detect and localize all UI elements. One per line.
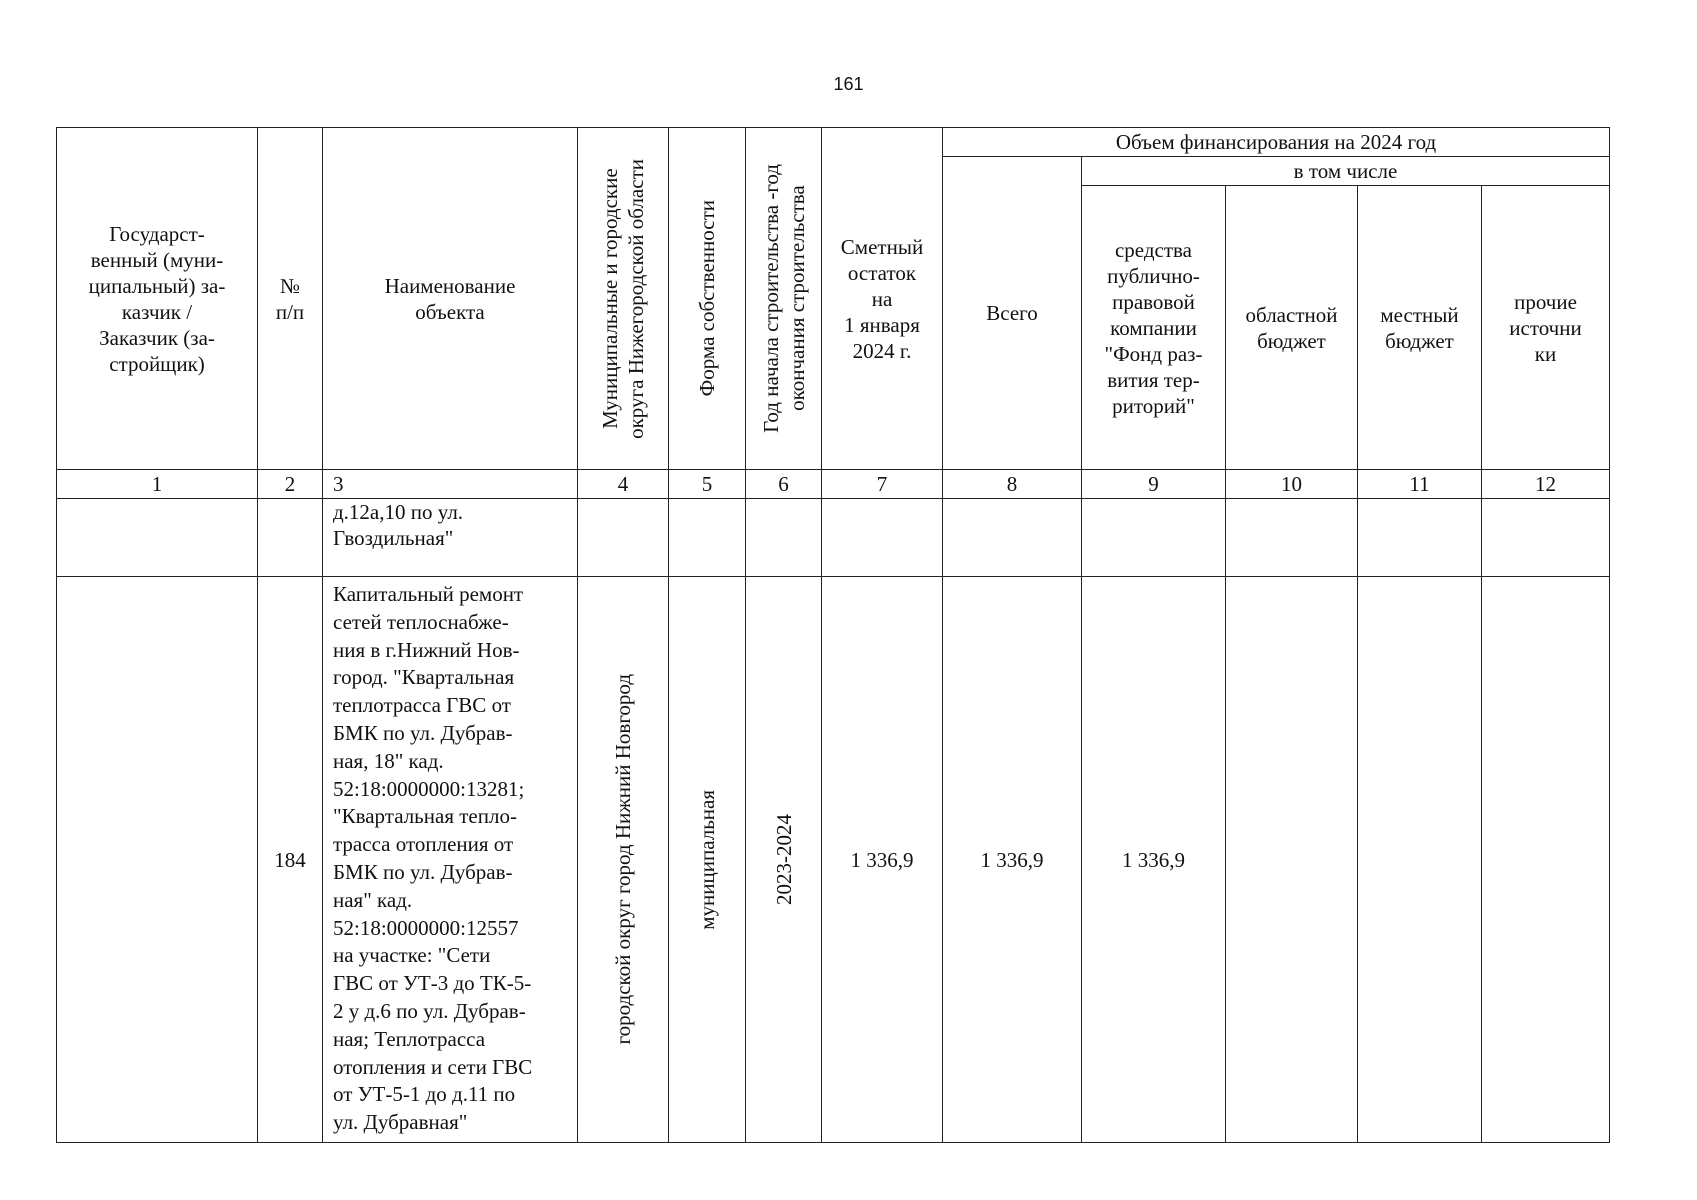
header-other: прочие источни ки [1482,186,1610,470]
header-ownership: Форма собственности [695,200,719,397]
header-regional: областной бюджет [1226,186,1358,470]
col-number-3: 3 [323,470,578,499]
row-local [1358,577,1482,1143]
row-other [1482,577,1610,1143]
header-including: в том числе [1082,157,1610,186]
row-regional [1226,499,1358,577]
col-number-12: 12 [1482,470,1610,499]
row-name: Капитальный ремонт сетей теплоснабже- ния в г.Нижний Нов- город. "Квартальная теплотрасса ГВС от БМК по ул. Дубрав- ная, 18" кад. 52:18:0000000:13281; "Квартальная тепло- трасса отопления от БМК по ул. Дубрав- ная" кад. 52:18:0000000:12557 на участке: "Сети ГВС от УТ-3 до ТК-5- 2 у д.6 по ул. Дубрав- ная; Теплотрасса отопления и сети ГВС от УТ-5-1 до д.11 по ул. Дубравная" [323,577,578,1143]
row-total: 1 336,9 [943,577,1082,1143]
row-ownership-cell [669,577,746,1143]
header-ownership-cell [669,128,746,470]
col-number-8: 8 [943,470,1082,499]
row-local [1358,499,1482,577]
col-number-4: 4 [578,470,669,499]
row-years [746,499,822,577]
row-municipal-cell [578,577,669,1143]
col-number-11: 11 [1358,470,1482,499]
header-municipal-cell [578,128,669,470]
col-number-5: 5 [669,470,746,499]
row-fund [1082,499,1226,577]
row-ownership: муниципальная [695,789,719,930]
header-municipal: Муниципальные и городские округа Нижегородской области [598,158,648,439]
row-years: 2023-2024 [771,814,796,905]
table-row [57,499,1610,577]
col-number-10: 10 [1226,470,1358,499]
col-number-1: 1 [57,470,258,499]
page-number: 161 [833,74,864,94]
row-fund: 1 336,9 [1082,577,1226,1143]
row-num [258,499,323,577]
row-regional [1226,577,1358,1143]
table-row [57,577,1610,1143]
financing-table [56,127,1610,1143]
header-funding: Объем финансирования на 2024 год [943,128,1610,157]
col-number-7: 7 [822,470,943,499]
row-municipal: городской округ город Нижний Новгород [611,674,635,1045]
row-years-cell [746,577,822,1143]
header-customer: Государст- венный (муни- ципальный) за- казчик / Заказчик (за- стройщик) [57,128,258,470]
header-years: Год начала строительства -год окончания строительства [758,164,809,433]
row-remainder [822,499,943,577]
row-municipal [578,499,669,577]
header-fund: средства публично- правовой компании "Фонд раз- вития тер- риторий" [1082,186,1226,470]
header-row-1 [57,128,1610,157]
row-num: 184 [258,577,323,1143]
row-customer [57,499,258,577]
header-local: местный бюджет [1358,186,1482,470]
header-years-cell [746,128,822,470]
row-ownership [669,499,746,577]
col-number-9: 9 [1082,470,1226,499]
col-number-6: 6 [746,470,822,499]
header-remainder: Сметный остаток на 1 января 2024 г. [822,128,943,470]
row-total [943,499,1082,577]
row-remainder: 1 336,9 [822,577,943,1143]
row-other [1482,499,1610,577]
row-customer [57,577,258,1143]
header-total: Всего [943,157,1082,470]
row-name: д.12а,10 по ул. Гвоздильная" [323,499,578,577]
header-num: № п/п [258,128,323,470]
column-numbers-row [57,470,1610,499]
col-number-2: 2 [258,470,323,499]
header-name: Наименование объекта [323,128,578,470]
